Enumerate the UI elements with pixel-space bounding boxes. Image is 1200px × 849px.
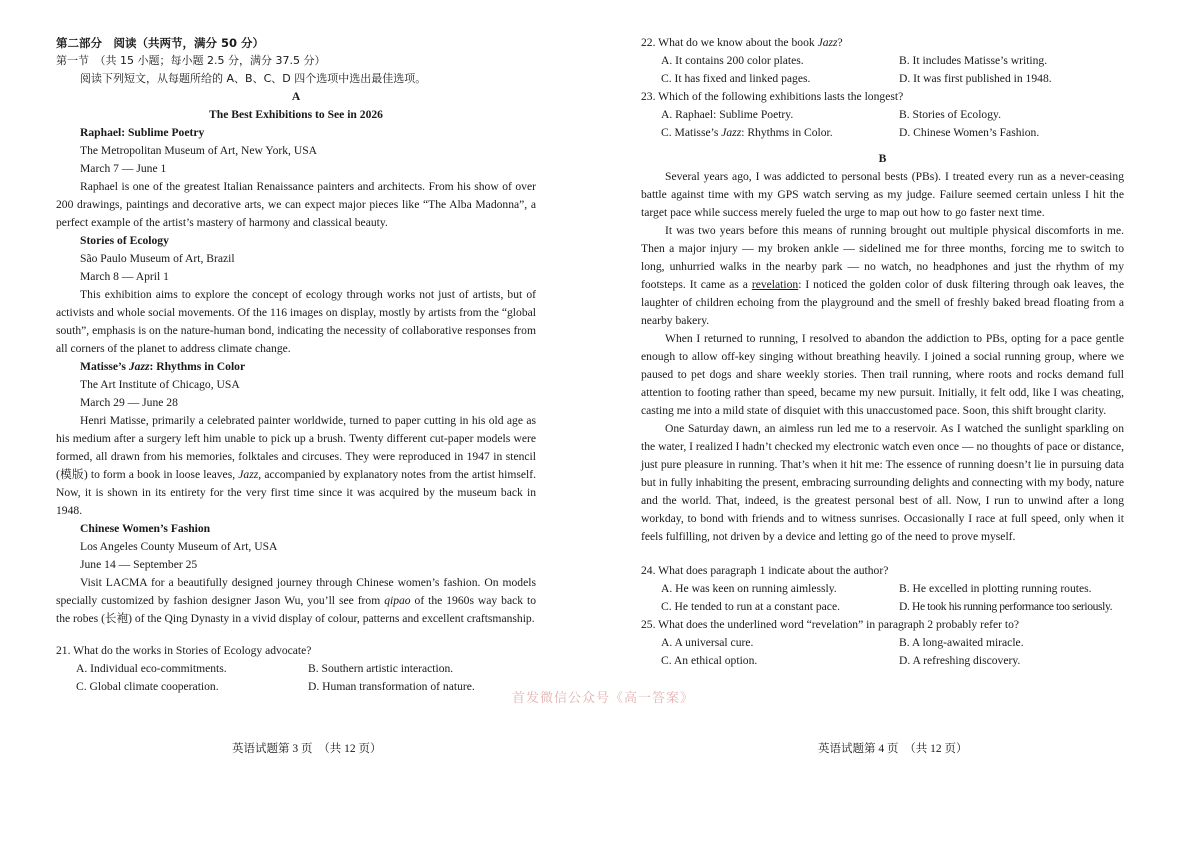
- question-21: [56, 642, 536, 696]
- answer-options: [56, 660, 536, 696]
- passage-label-b: B: [878, 152, 887, 165]
- question-stem: 24. What does paragraph 1 indicate about the author?: [641, 564, 889, 577]
- answer-options: [641, 580, 1124, 616]
- answer-options: [641, 52, 1124, 88]
- option-c: C. It has fixed and linked pages.: [661, 72, 811, 85]
- passage-paragraph: One Saturday dawn, an aimless run led me to a reservoir. As I watched the sunlight sparkling on the water, I realized I hadn’t checked my electronic watch even once — no thoughts of pace or distance, just pure pleasure in running. That’s when it hit me: The essence of running doesn’t lie in pursuing data but in fully inhabiting the present, embracing surrounding delights and connecting with my body, nature and the world. That, indeed, is the greatest personal best of all. Now, I run to unwind after a long workday, to bond with friends and to witness sunrises. Occasionally I race at full speed, only when it feels fulfilling, not driven by a device and letting go of the need to prove myself.: [641, 422, 1124, 543]
- question-22: [641, 34, 1124, 88]
- passage-title: The Best Exhibitions to See in 2026: [209, 108, 383, 121]
- option-a: A. Individual eco-commitments.: [76, 662, 227, 675]
- question-stem: 23. Which of the following exhibitions lasts the longest?: [641, 90, 904, 103]
- exhibition-title: Matisse’s Jazz: Rhythms in Color: [80, 360, 246, 373]
- exhibition-title: Chinese Women’s Fashion: [80, 522, 211, 535]
- underlined-word: revelation: [751, 278, 799, 291]
- right-page: [641, 34, 1124, 670]
- option-b: B. It includes Matisse’s writing.: [899, 54, 1048, 67]
- option-d: D. A refreshing discovery.: [899, 654, 1021, 667]
- exhibition-description: Raphael is one of the greatest Italian Renaissance painters and architects. From his show of over 200 drawings, paintings and decorative arts, we can expect major pieces like “The Alba Madonna”, a perfect example of the artist’s mastery of harmony and classical beauty.: [56, 180, 536, 229]
- passage-paragraph: When I returned to running, I resolved to abandon the addiction to PBs, opting for a pace gentle enough to allow off-key singing without breathing heavily. I joined a social running group, where we paused to pet dogs and share weekly stories. Then trail running, where roots and rocks demand full attention to footing rather than speed, became my new pursuit. Initially, it felt odd, like I was cheating, casting me into a mild state of disquiet with this unaccustomed pace. Soon, this shift brought clarity.: [641, 332, 1124, 417]
- option-c: C. He tended to run at a constant pace.: [661, 600, 840, 613]
- question-25: [641, 616, 1124, 670]
- exhibition-title: Stories of Ecology: [80, 234, 169, 247]
- exhibition-venue: The Metropolitan Museum of Art, New York, USA: [80, 144, 318, 157]
- page-footer-right: 英语试题第 4 页 （共 12 页）: [818, 743, 968, 755]
- question-stem: 21. What do the works in Stories of Ecology advocate?: [56, 644, 312, 657]
- option-c: C. Global climate cooperation.: [76, 680, 219, 693]
- option-a: A. It contains 200 color plates.: [661, 54, 804, 67]
- option-c: C. An ethical option.: [661, 654, 758, 667]
- exhibition-description: Visit LACMA for a beautifully designed journey through Chinese women’s fashion. On models specially customized by fashion designer Jason Wu, you’ll see from qipao of the 1960s way back to the robes (长袍) of the Qing Dynasty in a vivid display of colour, patterns and excellent craftsmanship.: [56, 576, 536, 625]
- part-heading: 第二部分 阅读（共两节，满分 50 分）: [56, 36, 265, 50]
- instruction: 阅读下列短文，从每题所给的 A、B、C、D 四个选项中选出最佳选项。: [80, 72, 427, 85]
- exhibition-dates: March 29 — June 28: [80, 396, 178, 409]
- section-heading: 第一节 （共 15 小题；每小题 2.5 分，满分 37.5 分）: [56, 54, 326, 67]
- exhibition-description: Henri Matisse, primarily a celebrated painter worldwide, turned to paper cutting in his old age as his medium after a surgery left him unable to pick up a brush. Twenty different cut-paper models were formed, all drawn from his memories, folktales and circuses. They were reproduced in 1947 in stencil (模版) to form a book in loose leaves, Jazz, accompanied by explanatory notes from the artist himself. Now, it is shown in its entirety for the very first time since it was acquired by the museum back in 1948.: [56, 414, 536, 517]
- passage-label-a: A: [291, 90, 301, 103]
- page-footer-left: 英语试题第 3 页 （共 12 页）: [232, 743, 382, 755]
- question-23: [641, 88, 1124, 142]
- answer-options: [641, 634, 1124, 670]
- question-24: [641, 562, 1124, 616]
- option-b: B. Stories of Ecology.: [899, 108, 1001, 121]
- left-page: [56, 34, 536, 696]
- question-stem: 22. What do we know about the book Jazz?: [641, 36, 843, 49]
- watermark: 首发微信公众号《高一答案》: [512, 691, 695, 706]
- exhibition-description: This exhibition aims to explore the concept of ecology through works not just of artists, but of activists and whole social movements. Of the 116 images on display, mostly by artists from the “global south”, emphasis is on the nature-human bond, indicating the necessity of collaborative responses from all corners of the planet to address climate change.: [56, 288, 536, 355]
- exhibition-dates: March 7 — June 1: [80, 162, 167, 175]
- exhibition-venue: São Paulo Museum of Art, Brazil: [80, 252, 235, 265]
- option-b: B. He excelled in plotting running routes.: [899, 582, 1092, 595]
- option-a: A. A universal cure.: [661, 636, 754, 649]
- exhibition-venue: The Art Institute of Chicago, USA: [80, 378, 240, 391]
- option-a: A. Raphael: Sublime Poetry.: [661, 108, 794, 121]
- option-a: A. He was keen on running aimlessly.: [661, 582, 837, 595]
- option-d: D. Chinese Women’s Fashion.: [899, 126, 1040, 139]
- answer-options: [641, 106, 1124, 142]
- option-d: D. Human transformation of nature.: [308, 680, 475, 693]
- exhibition-venue: Los Angeles County Museum of Art, USA: [80, 540, 278, 553]
- passage-paragraph: It was two years before this means of running brought out multiple physical discomforts in me. Then a major injury — my broken ankle — sidelined me for three months, forcing me to switch to long, unhurried walks in the nearby park — no watch, no headphones and just the rhythm of my footsteps. It came as a revelation: I noticed the golden color of dusk filtering through oak leaves, the laughter of children echoing from the playground and the smell of freshly baked bread floating from a nearby bakery.: [641, 224, 1124, 327]
- option-c: C. Matisse’s Jazz: Rhythms in Color.: [661, 126, 833, 139]
- passage-paragraph: Several years ago, I was addicted to personal bests (PBs). I treated every run as a never-ceasing battle against time with my GPS watch serving as my judge. Failure seemed certain unless I hit the target pace while success merely fueled the urge to map out how to go faster next time.: [641, 170, 1124, 219]
- question-stem: 25. What does the underlined word “revelation” in paragraph 2 probably refer to?: [641, 618, 1020, 631]
- option-b: B. A long-awaited miracle.: [899, 636, 1024, 649]
- exhibition-dates: March 8 — April 1: [80, 270, 169, 283]
- exhibition-dates: June 14 — September 25: [80, 558, 198, 571]
- option-d: D. It was first published in 1948.: [899, 72, 1052, 85]
- exhibition-title: Raphael: Sublime Poetry: [80, 126, 205, 139]
- option-d: D. He took his running performance too seriously.: [899, 600, 1113, 613]
- option-b: B. Southern artistic interaction.: [308, 662, 454, 675]
